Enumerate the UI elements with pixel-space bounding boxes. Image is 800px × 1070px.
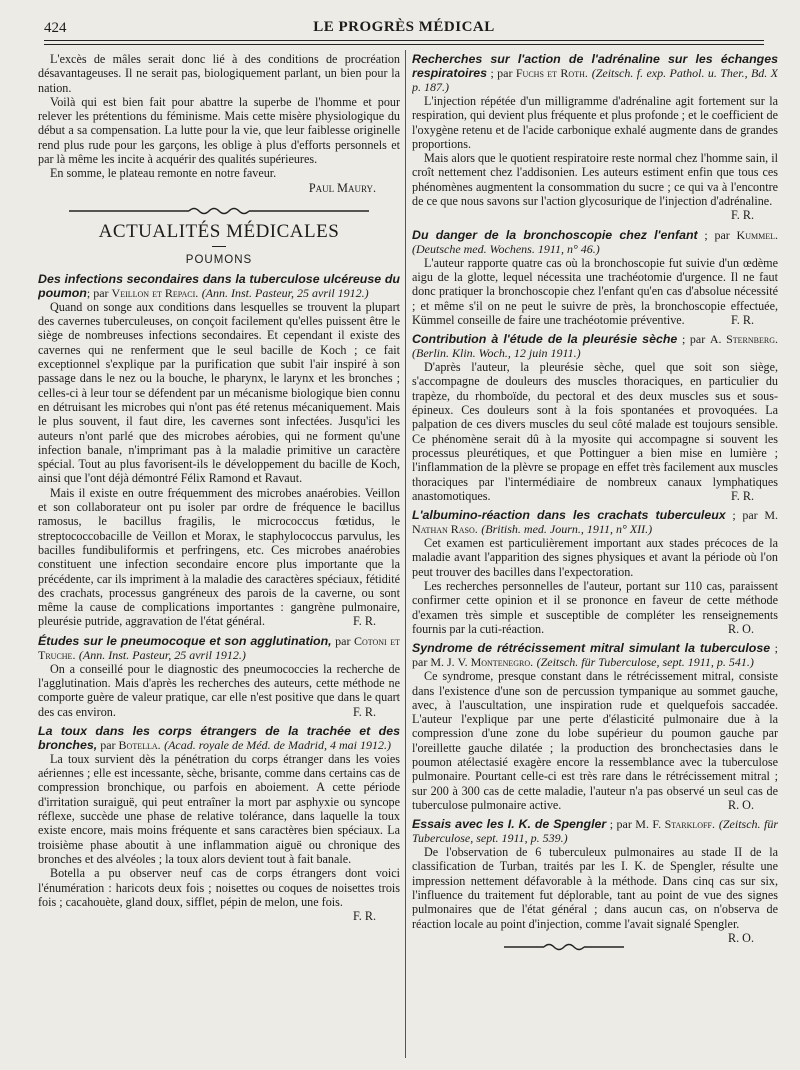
article-paragraph: Quand on songe aux conditions dans lesquelles se trouvent la plupart des cavernes tuberculeuses, on conçoit facilement qu'elles puissent être le siège de nombreuses infections secondaires. Et cependant il existe des cavernes qui ne renferment que le seul bacille de Koch ; ce fait exceptionnel s'explique par la purification que subit l'air inspiré à son passage dans le nez ou la bouche, le pharynx, le larynx et les bronches ; celles-ci à leur tour se défendent par un mécanisme biologique bien connu en détruisant les microbes qui n'ont pas été retenus mécaniquement. Mais le plus souvent, il faut dire, les cavernes sont infectées. Jusqu'ici les auteurs n'ont parlé que des microbes aérobies, qui ne forment qu'une infection banale, n'imprimant pas à la maladie primitive un caractère spécial. Tout au plus favorisent-ils le développement du bacille de Koch, ainsi que l'ont déjà démontré Félix Ramond et Ravaut. bbox=[38, 299, 400, 486]
article-source: (Zeitsch. für Tuberculose, sept. 1911, p. 539.) bbox=[412, 817, 778, 846]
article-authors: Veillon et Repaci. bbox=[111, 285, 199, 300]
article-text: D'après l'auteur, la pleurésie sèche, quel que soit son siège, s'accompagne de douleurs des muscles thoraciques, en particulier du trapèze, du rhomboïde, du pectoral et des deux muscles sus et sous-épineux. Ces douleurs sont à la fois spontanées et provoquées. La palpation de ces divers muscles du seul côté malade est toujours sensible. Ce phénomène serait dû à la myosite qui accompagne si souvent les processus pleurétiques, et que Pottinguer a bien mise en lumière ; l'inflammation de la plèvre se propage en effet très facilement aux muscles thoraciques par l'intermédiaire de nombreux canaux lymphatiques anastomotiques. bbox=[412, 360, 778, 503]
article-source: (Ann. Inst. Pasteur, 25 avril 1912.) bbox=[201, 285, 369, 300]
article-source: (British. med. Journ., 1911, n° XII.) bbox=[481, 522, 653, 537]
article-paragraph: Mais alors que le quotient respiratoire reste normal chez l'homme sain, il croît nettement chez l'addisonien. Les auteurs estiment enfin que tous ces phénomènes augmentent la consommation du sucre ; ce qui va à l'encontre de ce que nous savons sur l'action glycosurique de l'injection d'adrénaline. bbox=[412, 151, 778, 209]
section-title: ACTUALITÉS MÉDICALES bbox=[98, 221, 340, 243]
article-title: Études sur le pneumocoque et son agglutination, bbox=[38, 633, 332, 648]
article-cite-prefix: ; par bbox=[697, 227, 737, 242]
intro-paragraph: L'excès de mâles serait donc lié à des conditions de procréation désavantageuses. Il ne serait pas, biologiquement parlant, un bien pour la nation. bbox=[38, 52, 400, 95]
article-paragraph bbox=[38, 866, 400, 924]
article-cite-prefix: ; par M. F. bbox=[606, 817, 665, 832]
header-rule bbox=[44, 40, 764, 41]
article-cite-prefix: ; par bbox=[86, 285, 112, 300]
article-cite-prefix: par bbox=[331, 633, 354, 648]
article-title: Du danger de la bronchoscopie chez l'enfant bbox=[412, 227, 698, 242]
article-authors: Kummel. bbox=[736, 227, 778, 242]
article-cite-prefix: ; par M. bbox=[725, 508, 778, 523]
article-paragraph bbox=[412, 256, 778, 327]
article-authors: Botella. bbox=[118, 737, 161, 752]
article-heading bbox=[412, 641, 778, 669]
article-title: Des infections secondaires dans la tuberculose ulcéreuse du poumon bbox=[38, 271, 400, 300]
article-source: (Zeitsch. f. exp. Pathol. u. Ther., Bd. X p. 187.) bbox=[412, 66, 778, 94]
article-signature: R. O. bbox=[728, 930, 754, 945]
article-text: Les recherches personnelles de l'auteur, portant sur 110 cas, paraissent confirmer cette opinion et il se prononce en faveur de cette méthode d'examen très simple et susceptible de compléter les renseignements fournis par la cuti-réaction. bbox=[412, 579, 778, 636]
article-authors: Montenegro. bbox=[470, 655, 534, 670]
article-title: Contribution à l'étude de la pleurésie sèche bbox=[412, 332, 678, 347]
article-cite-prefix: ; par M. J. V. bbox=[412, 641, 778, 670]
article-signature: F. R. bbox=[353, 614, 376, 629]
article-signature: R. O. bbox=[728, 797, 754, 812]
section-ornament bbox=[38, 205, 400, 219]
article-title: L'albumino-réaction dans les crachats tuberculeux bbox=[412, 508, 726, 523]
article-heading bbox=[38, 272, 400, 300]
article-paragraph bbox=[412, 579, 778, 636]
article-authors: Fuchs et Roth. bbox=[515, 66, 588, 80]
article-title: Recherches sur l'action de l'adrénaline sur les échanges respiratoires bbox=[412, 52, 778, 80]
article-cite-prefix: ; par bbox=[677, 332, 710, 347]
intro-paragraph: En somme, le plateau remonte en notre faveur. bbox=[50, 166, 277, 181]
article-paragraph bbox=[412, 360, 778, 503]
article-title: Syndrome de rétrécissement mitral simulant la tuberculose bbox=[412, 641, 771, 656]
article-signature: F. R. bbox=[731, 488, 754, 503]
left-column bbox=[38, 52, 400, 1060]
article-paragraph: L'injection répétée d'un milligramme d'adrénaline agit fortement sur la respiration, qui devient plus fréquente et plus profonde ; et le coefficient de l'oxygène retenu et de l'acide carbonique exhalé augmente dans de grandes proportions. bbox=[412, 94, 778, 151]
article-heading bbox=[412, 817, 778, 845]
right-column bbox=[412, 52, 778, 1060]
running-title: LE PROGRÈS MÉDICAL bbox=[313, 19, 495, 35]
article-text: Botella a pu observer neuf cas de corps étrangers dont voici l'énumération : haricots deux fois ; noisettes ou coques de noisettes trois fois ; cacahouète, gland doux, sifflet, pépin de melon, une fois. bbox=[38, 866, 400, 909]
intro-signature: Paul Maury. bbox=[308, 180, 376, 195]
article-title: La toux dans les corps étrangers de la trachée et des bronches, bbox=[38, 723, 400, 752]
article-source: (Deutsche med. Wochens. 1911, n° 46.) bbox=[412, 241, 600, 256]
section-short-rule bbox=[212, 246, 226, 247]
article-paragraph bbox=[38, 486, 400, 629]
article-title: Essais avec les I. K. de Spengler bbox=[412, 817, 607, 832]
article-source: (Zeitsch. für Tuberculose, sept. 1911, p. 541.) bbox=[536, 655, 754, 670]
column-divider bbox=[405, 50, 406, 1058]
article-signature: F. R. bbox=[731, 312, 754, 327]
article-paragraph bbox=[412, 845, 778, 945]
article-source: (Ann. Inst. Pasteur, 25 avril 1912.) bbox=[78, 647, 246, 662]
page-header bbox=[44, 18, 764, 40]
article-heading bbox=[412, 332, 778, 360]
article-heading bbox=[412, 52, 778, 94]
subsection-title: POUMONS bbox=[185, 253, 253, 266]
article-paragraph: La toux survient dès la pénétration du corps étranger dans les voies aériennes ; elle est incessante, sèche, brisante, comme dans certains cas de compression bronchique, ou parfois en aboiement. A cette période d'irritation suraiguë, qui peut entraîner la mort par asphyxie ou syncope réflexe, succède une phase de relative tolérance, dans laquelle la toux existe encore, mais moins fréquente et sans caractères bien spéciaux. La troisième phase aboutit à une inflammation aiguë ou chronique des bronches et des alvéoles ; la toux alors devient tout à fait banale. bbox=[38, 751, 400, 866]
article-signature: F. R. bbox=[353, 909, 376, 924]
article-signature: F. R. bbox=[353, 704, 376, 719]
article-text: L'auteur rapporte quatre cas où la bronchoscopie fut suivie d'un œdème aigu de la glotte, lequel nécessita une trachéotomie d'urgence. Il ne faut donc pratiquer la bronchoscopie chez l'enfant qu'en cas d'absolue nécessité ; et même s'il on ne peut le suivre de près, la bronchoscopie effectuée, Kümmel conseille de faire une trachéotomie préventive. bbox=[412, 255, 778, 327]
article-heading bbox=[38, 634, 400, 662]
intro-paragraph: Voilà qui est bien fait pour abattre la superbe de l'homme et pour relever les prétentions du féminisme. Mais cette misère physiologique du début a sa compensation. La lutte pour la vie, que leur faiblesse originelle rend plus rude pour les garçons, les oblige à plus d'efforts personnels et par là même les incite à acquérir des qualités supérieures. bbox=[38, 94, 400, 167]
article-paragraph bbox=[412, 669, 778, 812]
article-text: De l'observation de 6 tuberculeux pulmonaires au stade II de la classification de Turban, traités par les I. K. de Spengler, résulte une impression nettement défavorable à la méthode. Dans cinq cas sur six, l'influence du traitement fut déplorable, tant au point de vue des signes pulmonaires que de l'état général ; dans aucun cas, on n'observa de réaction locale au point d'injection, comme l'avait signalé Spengler. bbox=[412, 845, 778, 931]
article-cite-prefix: par bbox=[97, 737, 119, 752]
article-heading bbox=[412, 508, 778, 536]
header-rule-thin bbox=[44, 44, 764, 45]
article-cite-prefix: ; par bbox=[487, 66, 516, 80]
article-heading bbox=[38, 724, 400, 752]
article-text: Ce syndrome, presque constant dans le rétrécissement mitral, consiste dans l'existence d'une son de percussion tympanique au sommet gauche, avec, à l'auscultation, une inspiration rude et quelquefois saccadée. L'auteur l'explique par une perte d'élasticité pulmonaire due à la compression d'une zone du lobe supérieur du poumon gauche par l'oreillette gauche dilatée ; la production des bronchectasies dans le poumon atélectasié exagère encore la ressemblance avec la tuberculose pulmonaire. Pourtant celle-ci est très rare dans le rétrécissement mitral ; sur 200 à 300 cas de cette maladie, l'auteur n'a pas observé un seul cas de tuberculose pulmonaire active. bbox=[412, 669, 778, 812]
article-heading bbox=[412, 228, 778, 256]
article-signature: F. R. bbox=[731, 208, 754, 223]
article-source: (Berlin. Klin. Woch., 12 juin 1911.) bbox=[412, 346, 581, 361]
article-paragraph: Cet examen est particulièrement important aux stades précoces de la maladie avant l'apparition des signes physiques et avant la période où l'on peut trouver des bacilles dans l'expectoration. bbox=[412, 536, 778, 579]
article-authors: Nathan Raso. bbox=[412, 522, 478, 537]
article-text: Mais il existe en outre fréquemment des microbes anaérobies. Veillon et son collaborateur ont pu isoler par ordre de fréquence le bacillus ramosus, le bacillus fragilis, le micrococcus fœtidus, le streptococcobacille de Veillon et Morax, le staphylococcus parvulus, les bacilles fundibuliformis et perfringens, etc. Ces microbes anaérobies constituent une infection secondaire encore plus importante que la précédente, car ils impriment à la maladie des caractères spéciaux, fétidité des crachats, processus gangréneux des parois de la caverne, ou sont même la cause de complications importantes : gangrène pulmonaire, pleurésie putride, aggravation de l'état général. bbox=[38, 485, 400, 629]
article-authors: Starkloff. bbox=[664, 817, 715, 832]
article-source: (Acad. royale de Méd. de Madrid, 4 mai 1912.) bbox=[164, 737, 391, 752]
article-authors: A. Sternberg. bbox=[709, 332, 778, 347]
article-authors: Cotoni et Truche. bbox=[38, 633, 400, 662]
article-signature: R. O. bbox=[728, 621, 754, 636]
page-number: 424 bbox=[44, 20, 67, 36]
article-paragraph bbox=[38, 662, 400, 719]
article-text: On a conseillé pour le diagnostic des pneumococcies la recherche de l'agglutination. Mais d'après les recherches des auteurs, cette méthode ne comporte guère de valeur pratique, car elle n'est positive que dans le quart des cas environ. bbox=[38, 661, 400, 719]
